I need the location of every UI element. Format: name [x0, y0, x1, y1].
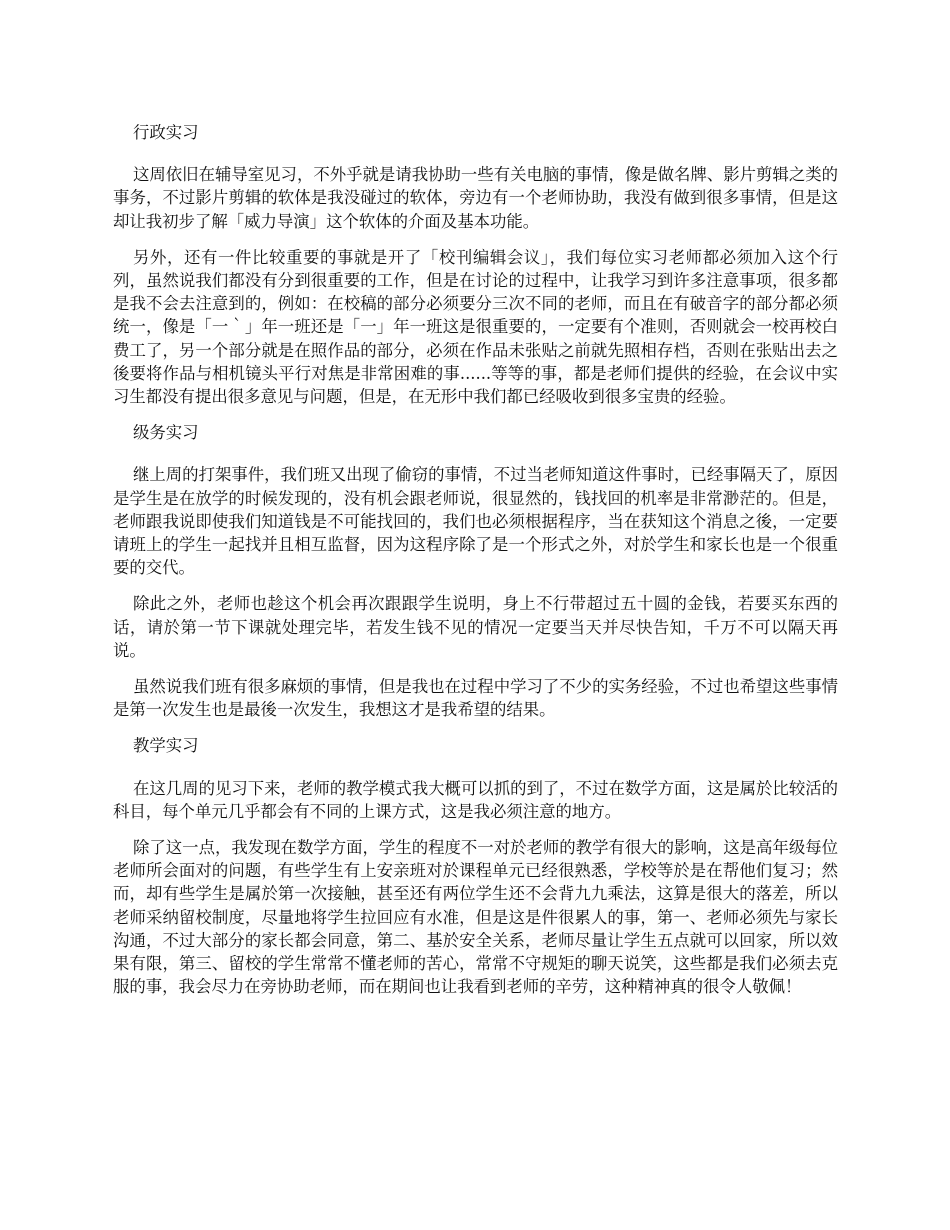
paragraph: 除了这一点，我发现在数学方面，学生的程度不一对於老师的教学有很大的影响，这是高年级每位老师所会面对的问题，有些学生有上安亲班对於课程单元已经很熟悉，学校等於是在帮他们复习；然而，却有些学生是属於第一次接触，甚至还有两位学生还不会背九九乘法，这算是很大的落差，所以老师采纳留校制度，尽量地将学生拉回应有水准，但是这是件很累人的事，第一、老师必须先与家长沟通，不过大部分的家长都会同意，第二、基於安全关系，老师尽量让学生五点就可以回家，所以效果有限，第三、留校的学生常常不懂老师的苦心，常常不守规矩的聊天说笑，这些都是我们必须去克服的事，我会尽力在旁协助老师，而在期间也让我看到老师的辛劳，这种精神真的很令人敬佩！ — [113, 838, 838, 997]
section-teaching-practice — [113, 734, 838, 998]
section-class-affairs-practice — [113, 421, 838, 721]
section-heading: 级务实习 — [133, 423, 199, 443]
paragraph: 这周依旧在辅导室见习，不外乎就是请我协助一些有关电脑的事情，像是做名牌、影片剪辑之类的事务，不过影片剪辑的软体是我没碰过的软体，旁边有一个老师协助，我没有做到很多事情，但是这却让我初步了解「威力导演」这个软体的介面及基本功能。 — [113, 165, 838, 231]
paragraph: 虽然说我们班有很多麻烦的事情，但是我也在过程中学习了不少的实务经验，不过也希望这些事情是第一次发生也是最後一次发生，我想这才是我希望的结果。 — [113, 677, 838, 720]
paragraph: 另外，还有一件比较重要的事就是开了「校刊编辑会议」，我们每位实习老师都必须加入这个行列，虽然说我们都没有分到很重要的工作，但是在讨论的过程中，让我学习到许多注意事项，很多都是我不会去注意到的，例如：在校稿的部分必须要分三次不同的老师，而且在有破音字的部分都必须统一，像是「一｀」年一班还是「一」年一班这是很重要的，一定要有个准则，否则就会一校再校白费工了，另一个部分就是在照作品的部分，必须在作品未张贴之前就先照相存档，否则在张贴出去之後要将作品与相机镜头平行对焦是非常困难的事......等等的事，都是老师们提供的经验，在会议中实习生都没有提出很多意见与问题，但是，在无形中我们都已经吸收到很多宝贵的经验。 — [113, 247, 838, 407]
section-administrative-practice — [113, 121, 838, 408]
document-body — [113, 121, 838, 1012]
paragraph: 在这几周的见习下来，老师的教学模式我大概可以抓的到了，不过在数学方面，这是属於比较活的科目，每个单元几乎都会有不同的上课方式，这是我必须注意的地方。 — [113, 778, 838, 821]
paragraph: 继上周的打架事件，我们班又出现了偷窃的事情，不过当老师知道这件事时，已经事隔天了，原因是学生是在放学的时候发现的，没有机会跟老师说，很显然的，钱找回的机率是非常渺茫的。但是，老师跟我说即使我们知道钱是不可能找回的，我们也必须根据程序，当在获知这个消息之後，一定要请班上的学生一起找并且相互监督，因为这程序除了是一个形式之外，对於学生和家长也是一个很重要的交代。 — [113, 465, 838, 578]
section-heading: 教学实习 — [133, 736, 199, 756]
paragraph: 除此之外，老师也趁这个机会再次跟跟学生说明，身上不行带超过五十圆的金钱，若要买东西的话，请於第一节下课就处理完毕，若发生钱不见的情况一定要当天并尽快告知，千万不可以隔天再说。 — [113, 594, 838, 660]
section-heading: 行政实习 — [133, 123, 199, 142]
